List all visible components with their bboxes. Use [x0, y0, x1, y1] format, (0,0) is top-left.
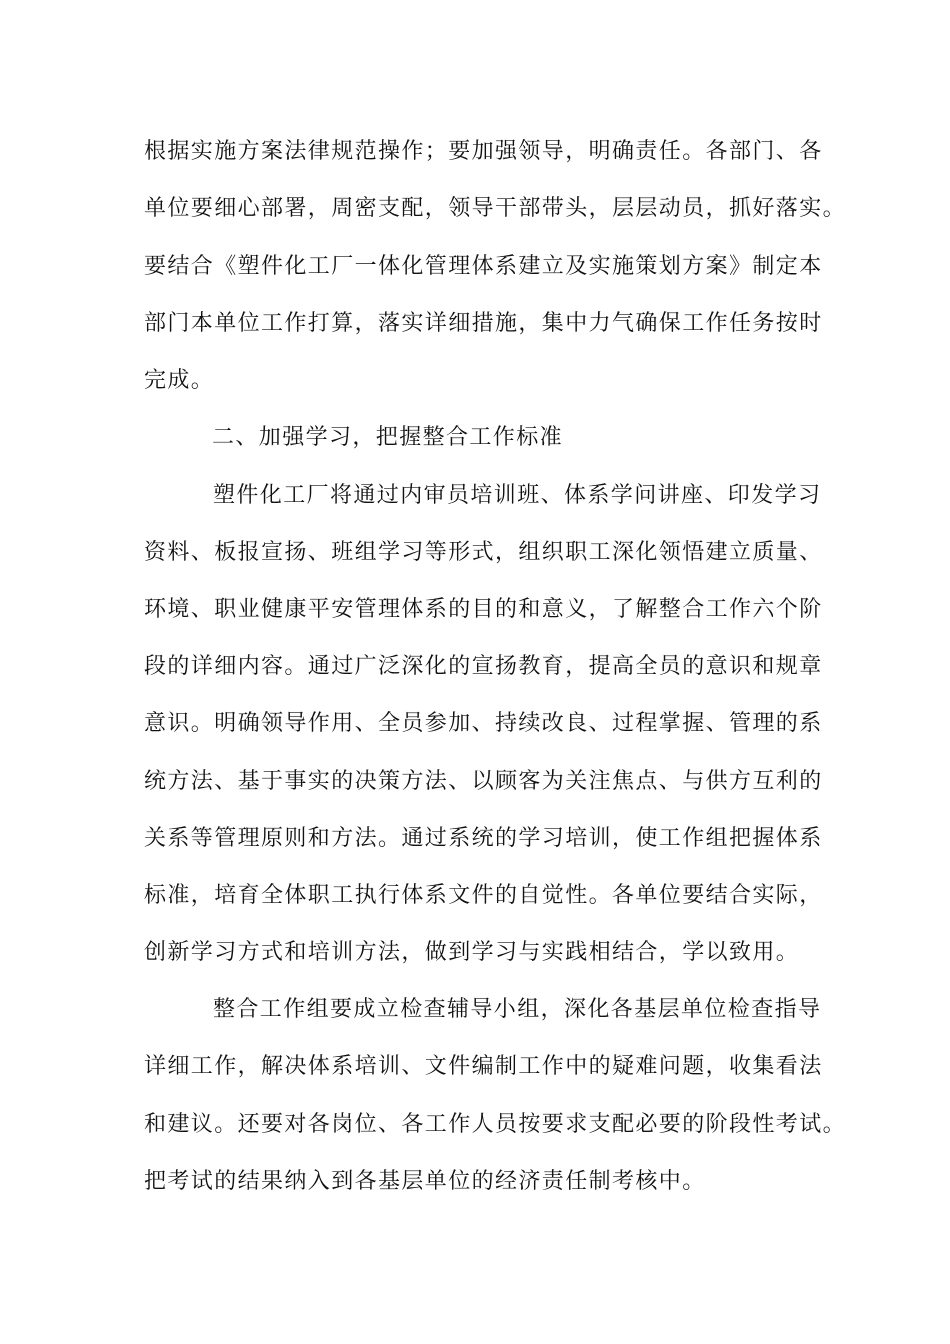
- text-line-11: 意识。明确领导作用、全员参加、持续改良、过程掌握、管理的系: [144, 711, 823, 736]
- text-line-5: 完成。: [144, 368, 215, 393]
- text-line-14: 标准，培育全体职工执行体系文件的自觉性。各单位要结合实际，: [144, 883, 823, 908]
- text-line-15: 创新学习方式和培训方法，做到学习与实践相结合，学以致用。: [144, 940, 800, 965]
- text-line-2: 单位要细心部署，周密支配，领导干部带头，层层动员，抓好落实。: [144, 196, 847, 221]
- text-line-13: 关系等管理原则和方法。通过系统的学习培训，使工作组把握体系: [144, 826, 823, 851]
- text-line-19: 把考试的结果纳入到各基层单位的经济责任制考核中。: [144, 1169, 706, 1194]
- section-heading: 二、加强学习，把握整合工作标准: [212, 425, 564, 450]
- text-line-17: 详细工作，解决体系培训、文件编制工作中的疑难问题，收集看法: [144, 1054, 823, 1079]
- text-line-9: 环境、职业健康平安管理体系的目的和意义，了解整合工作六个阶: [144, 597, 823, 622]
- text-line-7: 塑件化工厂将通过内审员培训班、体系学问讲座、印发学习: [213, 483, 822, 508]
- text-line-10: 段的详细内容。通过广泛深化的宣扬教育，提高全员的意识和规章: [144, 654, 823, 679]
- text-line-3: 要结合《塑件化工厂一体化管理体系建立及实施策划方案》制定本: [144, 254, 823, 279]
- text-line-4: 部门本单位工作打算，落实详细措施，集中力气确保工作任务按时: [144, 311, 823, 336]
- text-line-8: 资料、板报宣扬、班组学习等形式，组织职工深化领悟建立质量、: [144, 540, 823, 565]
- text-line-18: 和建议。还要对各岗位、各工作人员按要求支配必要的阶段性考试。: [144, 1112, 847, 1137]
- text-line-16: 整合工作组要成立检查辅导小组，深化各基层单位检查指导: [213, 997, 822, 1022]
- text-line-1: 根据实施方案法律规范操作；要加强领导，明确责任。各部门、各: [144, 139, 823, 164]
- text-line-12: 统方法、基于事实的决策方法、以顾客为关注焦点、与供方互利的: [144, 769, 823, 794]
